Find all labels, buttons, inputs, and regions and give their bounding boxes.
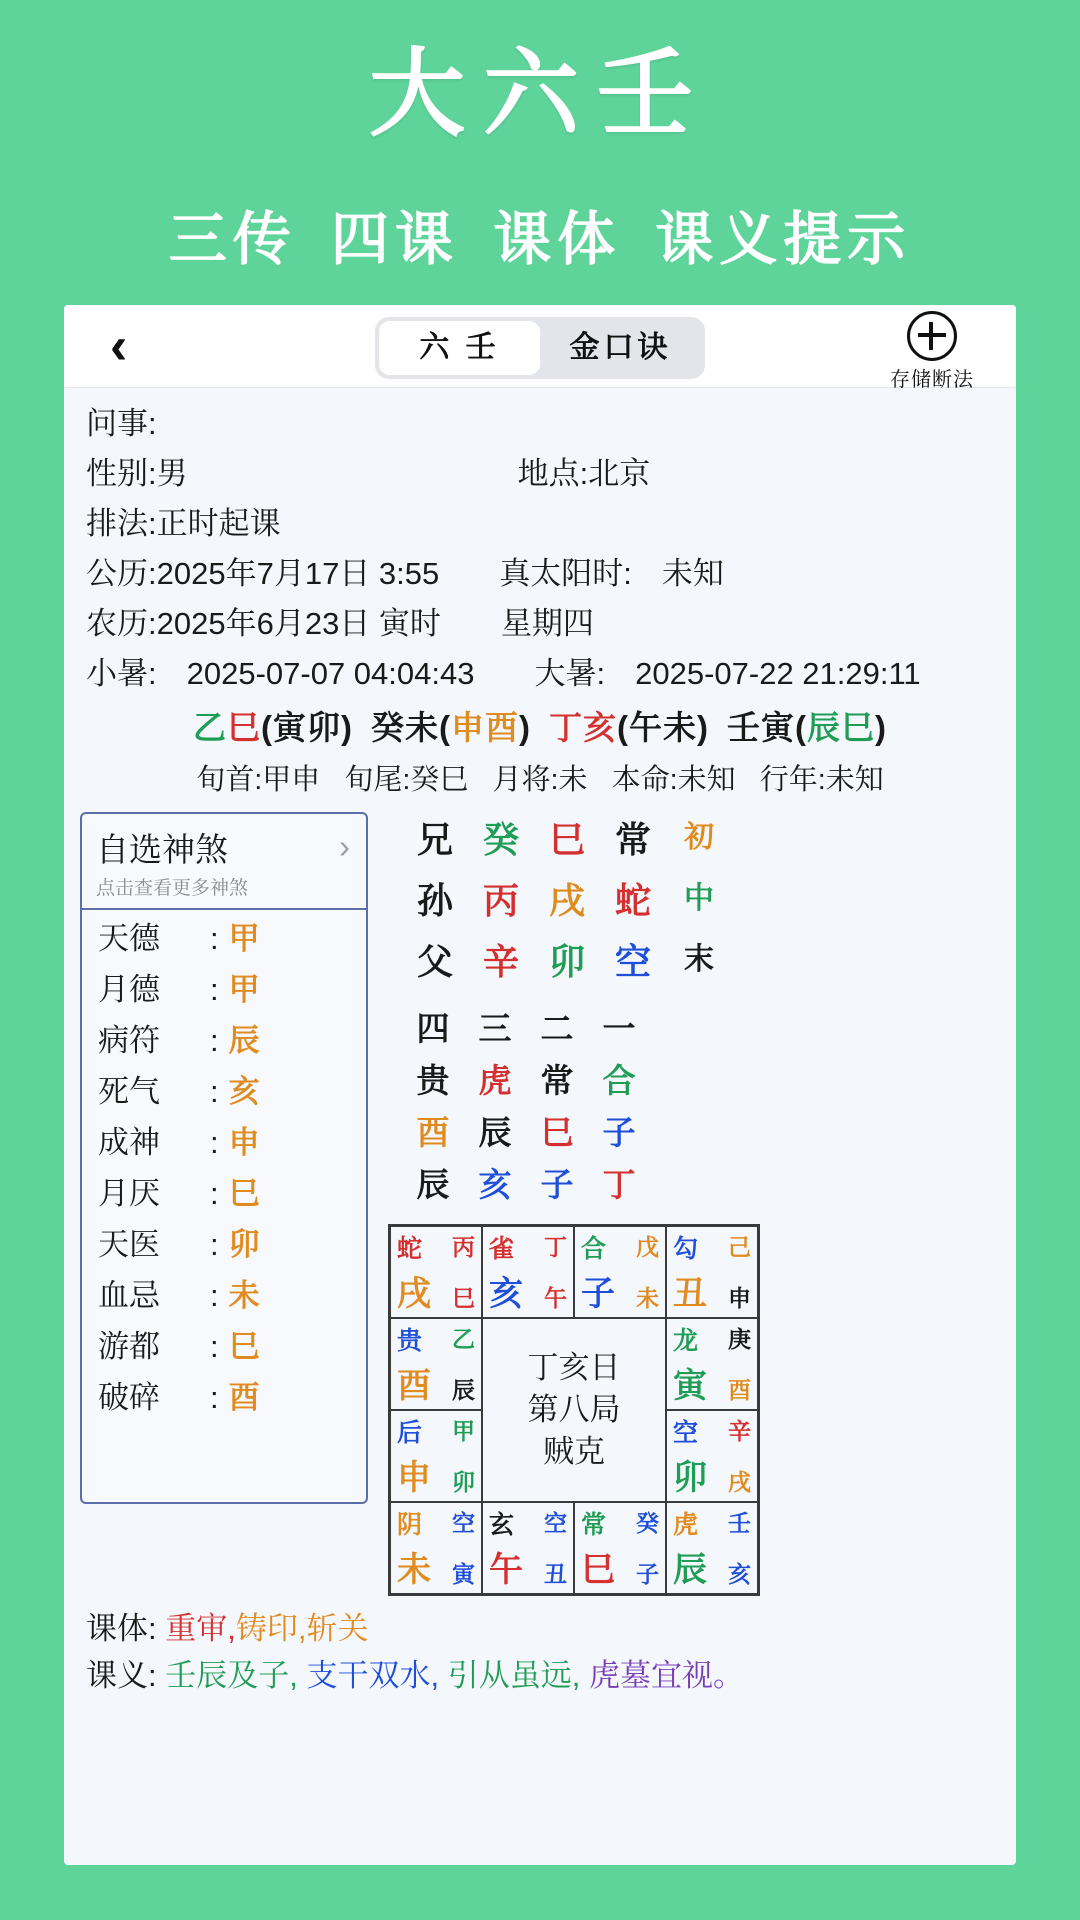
term1-label: 小暑:: [86, 656, 157, 692]
shensha-list: [82, 910, 366, 1420]
case-info: [64, 388, 1016, 696]
shensha-row: [82, 1165, 366, 1216]
pillar-extra-right: 未: [663, 709, 697, 747]
si-ke-cell: 贵: [416, 1062, 450, 1100]
si-ke-table: [386, 1003, 1000, 1206]
chevron-right-icon[interactable]: ›: [339, 828, 350, 866]
si-ke-cell: 常: [540, 1062, 574, 1100]
palace-cell-r1c4[interactable]: [666, 1226, 758, 1318]
info-row-question: [86, 402, 994, 446]
keyi-row: [86, 1653, 994, 1700]
ben-ming: 本命:未知: [611, 764, 736, 797]
palace-br-text: 午: [544, 1285, 567, 1312]
truesun-label: 真太阳时:: [499, 556, 632, 592]
palace-bl-text: 子: [581, 1275, 615, 1314]
truesun-value: 未知: [661, 556, 724, 592]
xun-wei: 旬尾:癸巳: [344, 764, 469, 797]
shensha-name: 天医: [98, 1227, 160, 1263]
info-row-terms: [86, 652, 994, 696]
palace-cell-r1c2[interactable]: [482, 1226, 574, 1318]
keti-row: [86, 1606, 994, 1653]
promo-subtitle-part: 课体: [493, 206, 622, 272]
keyi-item: 引从虽远,: [447, 1657, 589, 1693]
palace-cell-r4c4[interactable]: [666, 1502, 758, 1594]
shensha-row: [82, 1216, 366, 1267]
palace-tr-text: 乙: [452, 1326, 475, 1353]
palace-tr-text: 甲: [452, 1418, 475, 1445]
si-ke-row: [402, 1003, 1000, 1050]
palace-cell-r2c4[interactable]: [666, 1318, 758, 1410]
paren-open: (: [261, 709, 273, 747]
san-chuan-row: [402, 812, 1000, 863]
palace-br-text: 寅: [452, 1561, 475, 1588]
palace-br-text: 子: [636, 1561, 659, 1588]
mode-segmented-control[interactable]: [375, 317, 705, 379]
keyi-items: [165, 1658, 744, 1693]
plus-circle-icon[interactable]: [907, 311, 957, 361]
palace-br-text: 未: [636, 1285, 659, 1312]
palace-cell-r2c1[interactable]: [390, 1318, 482, 1410]
xun-info-line: [64, 757, 1016, 798]
palace-cell-r4c3[interactable]: [574, 1502, 666, 1594]
shensha-name: 血忌: [98, 1278, 160, 1314]
palace-bl-text: 未: [397, 1551, 431, 1590]
promo-subtitle-part: 三传: [168, 206, 297, 272]
pillar-4: [727, 709, 887, 746]
bottom-notes: [64, 1596, 1016, 1699]
pillar-extra-left: 寅: [273, 709, 307, 747]
shensha-value: 未: [228, 1278, 260, 1314]
palace-br-text: 亥: [728, 1561, 751, 1588]
shensha-row: [82, 1267, 366, 1318]
paren-close: ): [519, 709, 531, 747]
shensha-subtitle: 点击查看更多神煞: [96, 878, 249, 900]
san-chuan-cell: 兄: [416, 819, 453, 861]
si-ke-cell: 四: [416, 1010, 450, 1048]
si-ke-cell: 辰: [416, 1166, 450, 1204]
pillar-stem: 癸: [371, 709, 405, 747]
pillar-branch: 亥: [583, 709, 617, 747]
si-ke-row: [402, 1055, 1000, 1102]
palace-tr-text: 庚: [728, 1326, 751, 1353]
palace-tl-text: 后: [397, 1419, 423, 1448]
palace-center-info: [482, 1318, 666, 1502]
palace-tr-text: 壬: [728, 1510, 751, 1537]
si-ke-cell: 合: [602, 1062, 636, 1100]
info-row-solar: [86, 552, 994, 596]
paren-open: (: [617, 709, 629, 747]
keyi-item: 支干双水,: [306, 1657, 448, 1693]
san-chuan-cell: 初: [684, 821, 714, 855]
keti-item: 斩关: [306, 1611, 369, 1647]
si-ke-cell: 酉: [416, 1114, 450, 1152]
shensha-name: 游都: [98, 1329, 160, 1365]
shensha-value: 亥: [228, 1074, 260, 1110]
san-chuan-row: [402, 934, 1000, 985]
pillar-2: [371, 709, 531, 746]
keti-label: 课体:: [86, 1611, 157, 1647]
palace-cell-r1c3[interactable]: [574, 1226, 666, 1318]
save-method-label: 存储断法: [890, 369, 974, 391]
palace-center-line: 丁亥日: [527, 1350, 621, 1386]
keti-items: [165, 1611, 368, 1646]
paren-close: ): [341, 709, 353, 747]
pillar-extra-right: 卯: [307, 709, 341, 747]
shensha-value: 甲: [228, 921, 260, 957]
keti-item: 铸印,: [235, 1611, 307, 1647]
pillar-extra-left: 申: [451, 709, 485, 747]
palace-tl-text: 空: [673, 1419, 699, 1448]
palace-tl-text: 合: [581, 1235, 607, 1264]
palace-cell-r1c1[interactable]: [390, 1226, 482, 1318]
palace-tl-text: 阴: [397, 1511, 423, 1540]
shensha-value: 巳: [228, 1176, 260, 1212]
palace-bl-text: 亥: [489, 1275, 523, 1314]
shensha-colon: :: [210, 1125, 219, 1161]
pillar-stem: 丁: [549, 709, 583, 747]
solar-label: 公历:: [86, 556, 157, 592]
shensha-colon: :: [210, 1074, 219, 1110]
shensha-colon: :: [210, 972, 219, 1008]
palace-bl-text: 寅: [673, 1367, 707, 1406]
paren-close: ): [697, 709, 709, 747]
palace-br-text: 戌: [728, 1469, 751, 1496]
shensha-value: 卯: [228, 1227, 260, 1263]
twelve-palace-grid: [388, 1224, 760, 1596]
si-ke-row: [402, 1159, 1000, 1206]
san-chuan-cell: 孙: [416, 880, 453, 922]
paren-close: ): [875, 709, 887, 747]
promo-subtitle-part: 课义提示: [655, 206, 912, 272]
lunar-value: 2025年6月23日 寅时: [156, 606, 441, 642]
palace-tl-text: 蛇: [397, 1235, 423, 1264]
san-chuan-cell: 卯: [548, 941, 585, 983]
san-chuan-cell: 戌: [548, 880, 585, 922]
san-chuan-cell: 末: [684, 943, 714, 977]
san-chuan-cell: 父: [416, 941, 453, 983]
palace-br-text: 卯: [452, 1469, 475, 1496]
palace-tr-text: 癸: [636, 1510, 659, 1537]
san-chuan-cell: 常: [614, 819, 651, 861]
palace-bl-text: 午: [489, 1551, 523, 1590]
place-label: 地点:: [517, 456, 589, 492]
weekday-value: 星期四: [500, 606, 594, 642]
san-chuan-cell: 空: [614, 941, 651, 983]
palace-br-text: 申: [728, 1285, 751, 1312]
palace-tl-text: 龙: [673, 1327, 699, 1356]
chart-column: [368, 812, 1000, 1596]
san-chuan-row: [402, 873, 1000, 924]
shensha-colon: :: [210, 1278, 219, 1314]
shensha-name: 月德: [98, 972, 160, 1008]
si-ke-cell: 亥: [478, 1166, 512, 1204]
shensha-panel: [80, 812, 368, 1504]
info-row-gender-place: [86, 452, 994, 496]
si-ke-cell: 丁: [602, 1166, 636, 1204]
palace-bl-text: 戌: [397, 1275, 431, 1314]
shensha-row: [82, 961, 366, 1012]
pillar-branch: 未: [405, 709, 439, 747]
palace-br-text: 丑: [544, 1561, 567, 1588]
palace-bl-text: 丑: [673, 1275, 707, 1314]
palace-tr-text: 空: [452, 1510, 475, 1537]
palace-tr-text: 丁: [544, 1234, 567, 1261]
shensha-row: [82, 1318, 366, 1369]
shensha-name: 天德: [98, 921, 160, 957]
si-ke-cell: 子: [540, 1166, 574, 1204]
method-label: 排法:: [86, 506, 157, 542]
si-ke-cell: 一: [602, 1010, 636, 1048]
san-chuan-cell: 蛇: [614, 880, 651, 922]
main-content: [64, 798, 1016, 1596]
palace-br-text: 巳: [452, 1285, 475, 1312]
solar-value: 2025年7月17日 3:55: [156, 556, 440, 592]
palace-br-text: 酉: [728, 1377, 751, 1404]
palace-tl-text: 虎: [673, 1511, 699, 1540]
keyi-label: 课义:: [86, 1657, 157, 1693]
palace-bl-text: 酉: [397, 1367, 431, 1406]
si-ke-cell: 二: [540, 1010, 574, 1048]
palace-tr-text: 空: [544, 1510, 567, 1537]
question-label: 问事:: [86, 406, 157, 441]
pillar-branch: 寅: [761, 709, 795, 747]
info-row-method: [86, 502, 994, 546]
shensha-colon: :: [210, 1176, 219, 1212]
four-pillars: [64, 702, 1016, 749]
palace-center-line: 第八局: [527, 1392, 621, 1428]
gender-value: 男: [156, 456, 188, 492]
paren-open: (: [795, 709, 807, 747]
shensha-colon: :: [210, 1329, 219, 1365]
palace-cell-r4c1[interactable]: [390, 1502, 482, 1594]
shensha-value: 甲: [228, 972, 260, 1008]
shensha-name: 月厌: [98, 1176, 160, 1212]
paren-open: (: [439, 709, 451, 747]
shensha-row: [82, 1369, 366, 1420]
palace-br-text: 辰: [452, 1377, 475, 1404]
method-value: 正时起课: [156, 506, 281, 542]
palace-bl-text: 巳: [581, 1551, 615, 1590]
xun-shou: 旬首:甲申: [196, 764, 321, 797]
palace-tl-text: 勾: [673, 1235, 699, 1264]
shensha-column: [80, 812, 368, 1596]
shensha-name: 成神: [98, 1125, 160, 1161]
si-ke-cell: 虎: [478, 1062, 512, 1100]
shensha-name: 病符: [98, 1023, 160, 1059]
promo-subtitle: [0, 148, 1080, 276]
promo-header: [0, 0, 1080, 276]
pillar-extra-left: 午: [629, 709, 663, 747]
si-ke-cell: 三: [478, 1010, 512, 1048]
keyi-item: 壬辰及子,: [165, 1657, 307, 1693]
palace-center-line: 贼克: [543, 1434, 605, 1470]
san-chuan-cell: 中: [684, 882, 714, 916]
pillar-extra-left: 辰: [807, 709, 841, 747]
palace-tr-text: 辛: [728, 1418, 751, 1445]
pillar-3: [549, 709, 709, 746]
pillar-extra-right: 巳: [841, 709, 875, 747]
shensha-colon: :: [210, 1227, 219, 1263]
shensha-row: [82, 1063, 366, 1114]
shensha-row: [82, 1114, 366, 1165]
term2-value: 2025-07-22 21:29:11: [635, 656, 921, 692]
shensha-colon: :: [210, 921, 219, 957]
shensha-header[interactable]: [82, 814, 366, 910]
term2-label: 大暑:: [534, 656, 606, 692]
si-ke-cell: 子: [602, 1114, 636, 1152]
palace-bl-text: 申: [397, 1459, 431, 1498]
info-row-lunar: [86, 602, 994, 646]
palace-cell-r3c4[interactable]: [666, 1410, 758, 1502]
san-chuan-cell: 癸: [482, 819, 519, 861]
si-ke-cell: 巳: [540, 1114, 574, 1152]
palace-bl-text: 卯: [673, 1459, 707, 1498]
gender-label: 性别:: [86, 456, 157, 492]
shensha-colon: :: [210, 1380, 219, 1416]
palace-tl-text: 贵: [397, 1327, 423, 1356]
palace-bl-text: 辰: [673, 1551, 707, 1590]
palace-tl-text: 雀: [489, 1235, 515, 1264]
shensha-row: [82, 910, 366, 961]
pillar-stem: 乙: [193, 709, 227, 747]
shensha-colon: :: [210, 1023, 219, 1059]
app-topbar: [64, 305, 1016, 391]
place-value: 北京: [588, 456, 651, 492]
promo-subtitle-part: 四课: [330, 206, 459, 272]
keyi-item: 虎墓宜视。: [588, 1657, 744, 1693]
palace-tl-text: 常: [581, 1511, 607, 1540]
san-chuan-cell: 巳: [548, 819, 585, 861]
shensha-name: 破碎: [98, 1380, 160, 1416]
san-chuan-table: [386, 812, 1000, 985]
save-method-button[interactable]: [890, 311, 974, 392]
san-chuan-cell: 丙: [482, 880, 519, 922]
app-screenshot-card: [64, 305, 1016, 1865]
shensha-value: 巳: [228, 1329, 260, 1365]
tab-jinkoujue[interactable]: 金口诀: [569, 331, 672, 364]
tab-liuren[interactable]: 六 壬: [379, 321, 540, 375]
shensha-value: 申: [228, 1125, 260, 1161]
pillar-stem: 壬: [727, 709, 761, 747]
shensha-value: 辰: [228, 1023, 260, 1059]
palace-tr-text: 丙: [452, 1234, 475, 1261]
pillar-1: [193, 709, 353, 746]
palace-cell-r4c2[interactable]: [482, 1502, 574, 1594]
xing-nian: 行年:未知: [759, 764, 884, 797]
term1-value: 2025-07-07 04:04:43: [186, 656, 475, 692]
palace-tr-text: 戊: [636, 1234, 659, 1261]
keti-item: 重审,: [165, 1611, 236, 1647]
pillar-branch: 巳: [227, 709, 261, 747]
lunar-label: 农历:: [86, 606, 157, 642]
si-ke-row: [402, 1107, 1000, 1154]
shensha-name: 死气: [98, 1074, 160, 1110]
shensha-value: 酉: [228, 1380, 260, 1416]
palace-tr-text: 己: [728, 1234, 751, 1261]
promo-title: 大六壬: [369, 41, 711, 148]
shensha-row: [82, 1012, 366, 1063]
shensha-title: 自选神煞: [96, 831, 228, 869]
san-chuan-cell: 辛: [482, 941, 519, 983]
palace-cell-r3c1[interactable]: [390, 1410, 482, 1502]
si-ke-cell: 辰: [478, 1114, 512, 1152]
back-icon[interactable]: ‹: [110, 317, 128, 375]
pillar-extra-right: 酉: [485, 709, 519, 747]
palace-tl-text: 玄: [489, 1511, 515, 1540]
yue-jiang: 月将:未: [492, 764, 588, 797]
